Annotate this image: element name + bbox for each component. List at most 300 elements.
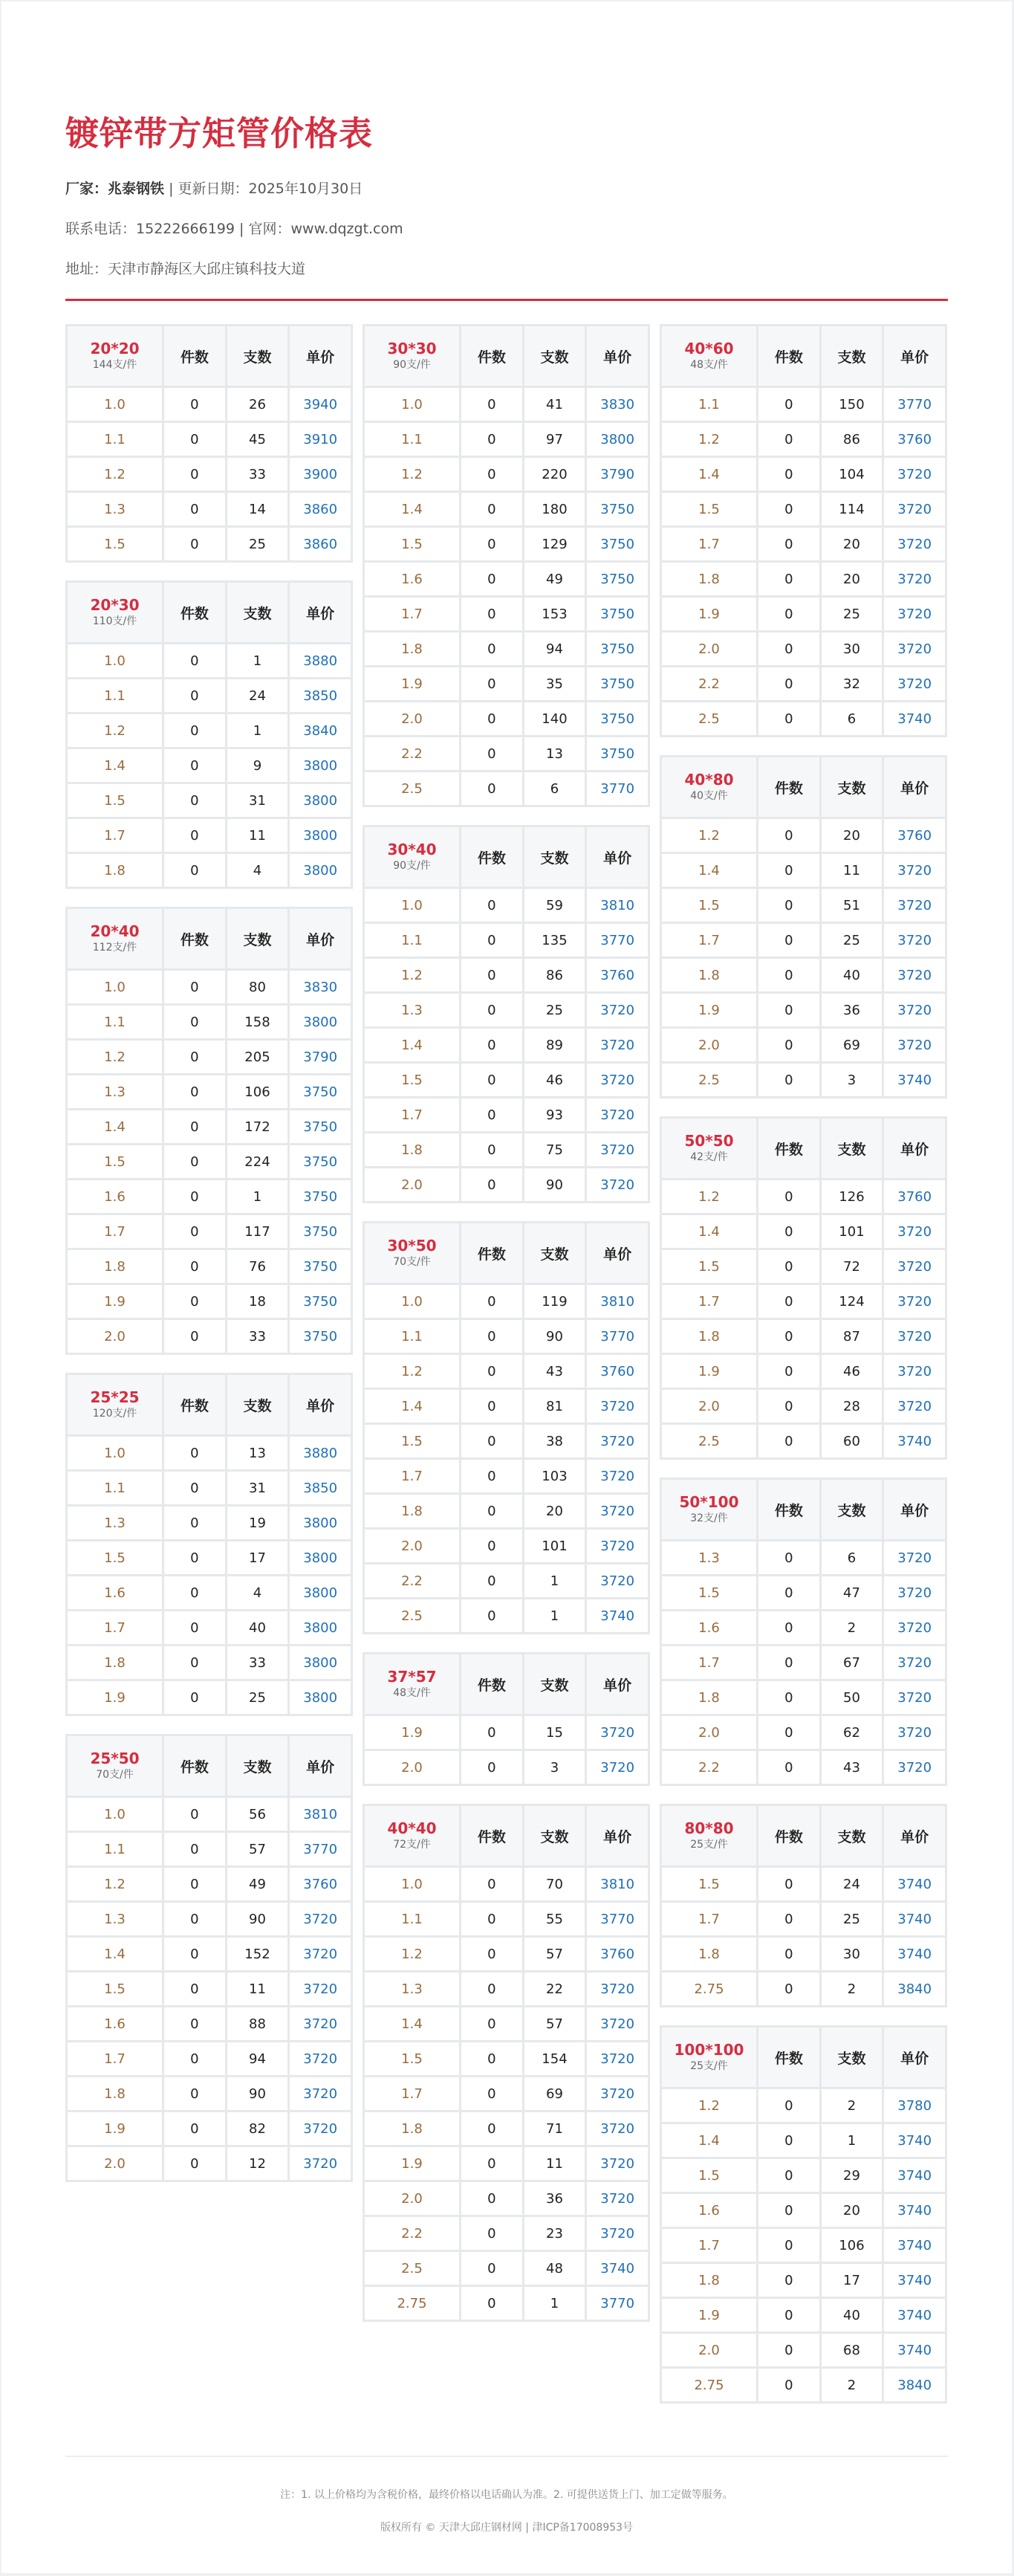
thickness-cell: 1.8 xyxy=(662,1938,756,1970)
thickness-cell: 1.3 xyxy=(68,1903,162,1935)
count-cell: 9 xyxy=(227,749,288,782)
count-header: 支数 xyxy=(524,1654,585,1714)
contact-line xyxy=(65,219,948,239)
thickness-cell: 1.6 xyxy=(662,2194,756,2227)
count-cell: 2 xyxy=(822,2089,883,2122)
thickness-cell: 2.0 xyxy=(662,2334,756,2366)
pieces-cell: 0 xyxy=(461,2182,522,2215)
price-cell: 3740 xyxy=(884,1903,945,1935)
thickness-cell: 1.1 xyxy=(68,423,162,456)
pieces-cell: 0 xyxy=(758,1973,819,2005)
table-row xyxy=(365,2112,648,2145)
pieces-cell: 0 xyxy=(758,1320,819,1353)
count-cell: 140 xyxy=(524,702,585,735)
thickness-cell: 1.5 xyxy=(68,1973,162,2005)
price-cell: 3750 xyxy=(587,667,648,700)
pieces-cell: 0 xyxy=(758,1646,819,1679)
price-cell: 3720 xyxy=(587,2147,648,2180)
count-cell: 153 xyxy=(524,598,585,630)
table-row xyxy=(68,1180,351,1213)
table-row xyxy=(662,2159,945,2192)
price-cell: 3750 xyxy=(587,737,648,770)
thickness-cell: 2.0 xyxy=(662,632,756,665)
thickness-cell: 1.1 xyxy=(68,1472,162,1504)
table-column-2 xyxy=(363,324,650,2322)
table-row xyxy=(68,1868,351,1900)
pieces-cell: 0 xyxy=(164,1868,225,1900)
table-row xyxy=(365,2217,648,2250)
table-row xyxy=(68,1006,351,1038)
price-cell: 3720 xyxy=(884,1355,945,1388)
price-cell: 3720 xyxy=(884,1611,945,1644)
count-cell: 56 xyxy=(227,1798,288,1831)
pieces-cell: 0 xyxy=(461,1938,522,1970)
price-cell: 3800 xyxy=(290,854,351,887)
price-cell: 3720 xyxy=(290,2147,351,2180)
price-cell: 3860 xyxy=(290,528,351,560)
thickness-cell: 1.7 xyxy=(365,2077,459,2110)
table-row xyxy=(365,1320,648,1353)
table-row xyxy=(365,2007,648,2040)
price-table-3757 xyxy=(363,1652,650,1786)
price-header: 单价 xyxy=(884,757,945,817)
count-header: 支数 xyxy=(822,1480,883,1539)
pieces-cell: 0 xyxy=(461,423,522,456)
price-cell: 3750 xyxy=(290,1145,351,1178)
pieces-cell: 0 xyxy=(164,2077,225,2110)
pack-size: 70支/件 xyxy=(393,1256,431,1268)
count-cell: 60 xyxy=(822,1425,883,1457)
price-table-8080 xyxy=(660,1804,947,2007)
pack-size: 48支/件 xyxy=(690,359,728,371)
count-cell: 57 xyxy=(524,2007,585,2040)
thickness-cell: 1.7 xyxy=(662,1903,756,1935)
pieces-cell: 0 xyxy=(758,889,819,922)
count-cell: 13 xyxy=(524,737,585,770)
pack-size: 25支/件 xyxy=(690,2060,728,2072)
price-cell: 3720 xyxy=(587,1495,648,1527)
price-cell: 3720 xyxy=(884,1029,945,1061)
address-label: 地址： xyxy=(65,261,108,277)
price-cell: 3760 xyxy=(290,1868,351,1900)
price-cell: 3720 xyxy=(884,1681,945,1714)
price-table-3040 xyxy=(363,825,650,1203)
table-row xyxy=(365,2252,648,2285)
thickness-cell: 1.0 xyxy=(365,889,459,922)
count-cell: 48 xyxy=(524,2252,585,2285)
count-cell: 1 xyxy=(227,1180,288,1213)
pieces-cell: 0 xyxy=(758,2369,819,2401)
pieces-cell: 0 xyxy=(461,1133,522,1166)
thickness-cell: 1.5 xyxy=(365,2042,459,2075)
table-header-row xyxy=(68,1375,351,1434)
table-row xyxy=(365,1564,648,1597)
count-cell: 80 xyxy=(227,971,288,1003)
thickness-cell: 1.5 xyxy=(662,2159,756,2192)
price-cell: 3760 xyxy=(884,819,945,852)
thickness-cell: 1.7 xyxy=(365,1098,459,1131)
pieces-cell: 0 xyxy=(164,644,225,677)
count-cell: 18 xyxy=(227,1285,288,1318)
pieces-cell: 0 xyxy=(758,1064,819,1096)
table-row xyxy=(365,1973,648,2005)
pieces-cell: 0 xyxy=(164,1285,225,1318)
table-row xyxy=(662,1355,945,1388)
table-row xyxy=(662,1751,945,1784)
count-cell: 11 xyxy=(822,854,883,887)
price-cell: 3720 xyxy=(884,1215,945,1248)
count-cell: 180 xyxy=(524,493,585,525)
count-cell: 6 xyxy=(822,702,883,735)
website-link[interactable]: www.dqzgt.com xyxy=(290,221,403,237)
count-cell: 97 xyxy=(524,423,585,456)
pieces-cell: 0 xyxy=(164,1576,225,1609)
table-row xyxy=(365,1098,648,1131)
count-cell: 14 xyxy=(227,493,288,525)
table-row xyxy=(68,971,351,1003)
price-cell: 3880 xyxy=(290,644,351,677)
table-row xyxy=(365,528,648,560)
thickness-cell: 2.5 xyxy=(662,1064,756,1096)
pieces-cell: 0 xyxy=(164,971,225,1003)
table-row xyxy=(365,493,648,525)
count-cell: 36 xyxy=(822,994,883,1026)
price-cell: 3720 xyxy=(884,994,945,1026)
table-row xyxy=(662,528,945,560)
thickness-cell: 1.9 xyxy=(68,1285,162,1318)
count-cell: 25 xyxy=(524,994,585,1026)
table-header-row xyxy=(365,1806,648,1865)
footer-copyright: 版权所有 © 天津大邱庄钢材网 | 津ICP备17008953号 xyxy=(380,2522,634,2534)
thickness-cell: 1.8 xyxy=(365,2112,459,2145)
count-cell: 205 xyxy=(227,1041,288,1073)
pieces-cell: 0 xyxy=(461,1716,522,1749)
table-row xyxy=(662,2089,945,2122)
pieces-cell: 0 xyxy=(461,702,522,735)
count-cell: 124 xyxy=(822,1285,883,1318)
count-cell: 17 xyxy=(227,1541,288,1574)
pieces-cell: 0 xyxy=(461,563,522,595)
price-cell: 3720 xyxy=(884,1285,945,1318)
count-cell: 15 xyxy=(524,1716,585,1749)
pieces-cell: 0 xyxy=(461,772,522,805)
table-row xyxy=(365,924,648,957)
table-row xyxy=(662,667,945,700)
pieces-cell: 0 xyxy=(164,784,225,817)
count-cell: 86 xyxy=(822,423,883,456)
pieces-header: 件数 xyxy=(758,1119,819,1178)
thickness-cell: 1.3 xyxy=(365,1973,459,2005)
table-row xyxy=(662,2229,945,2262)
count-cell: 40 xyxy=(822,959,883,991)
count-cell: 25 xyxy=(822,924,883,957)
thickness-cell: 2.2 xyxy=(365,1564,459,1597)
count-cell: 46 xyxy=(524,1064,585,1096)
page-title: 镀锌带方矩管价格表 xyxy=(65,114,374,153)
pieces-header: 件数 xyxy=(164,583,225,642)
pieces-header: 件数 xyxy=(461,1654,522,1714)
price-cell: 3740 xyxy=(884,2229,945,2262)
thickness-cell: 1.6 xyxy=(68,1576,162,1609)
pack-size: 144支/件 xyxy=(92,359,137,371)
pieces-cell: 0 xyxy=(164,1320,225,1353)
price-cell: 3720 xyxy=(587,2077,648,2110)
thickness-cell: 1.8 xyxy=(365,632,459,665)
count-cell: 26 xyxy=(227,388,288,421)
pack-size: 25支/件 xyxy=(690,1839,728,1851)
table-header-row xyxy=(68,909,351,968)
table-row xyxy=(68,1437,351,1469)
price-cell: 3720 xyxy=(884,1576,945,1609)
pieces-cell: 0 xyxy=(461,1355,522,1388)
pieces-cell: 0 xyxy=(461,2252,522,2285)
count-cell: 25 xyxy=(227,528,288,560)
count-cell: 49 xyxy=(524,563,585,595)
thickness-cell: 1.5 xyxy=(662,493,756,525)
thickness-cell: 2.5 xyxy=(662,1425,756,1457)
pieces-cell: 0 xyxy=(461,889,522,922)
pieces-cell: 0 xyxy=(461,632,522,665)
count-cell: 49 xyxy=(227,1868,288,1900)
pieces-cell: 0 xyxy=(758,632,819,665)
count-cell: 75 xyxy=(524,1133,585,1166)
table-row xyxy=(68,2007,351,2040)
price-cell: 3720 xyxy=(587,1973,648,2005)
price-cell: 3720 xyxy=(884,959,945,991)
pieces-cell: 0 xyxy=(164,1215,225,1248)
count-cell: 67 xyxy=(822,1646,883,1679)
count-cell: 87 xyxy=(822,1320,883,1353)
table-row xyxy=(662,1903,945,1935)
count-cell: 2 xyxy=(822,1973,883,2005)
price-cell: 3740 xyxy=(884,2124,945,2157)
count-cell: 4 xyxy=(227,1576,288,1609)
price-cell: 3720 xyxy=(587,994,648,1026)
pieces-cell: 0 xyxy=(461,737,522,770)
thickness-cell: 2.2 xyxy=(662,667,756,700)
table-row xyxy=(365,1599,648,1632)
count-cell: 1 xyxy=(524,1599,585,1632)
price-cell: 3800 xyxy=(290,749,351,782)
pieces-cell: 0 xyxy=(758,1355,819,1388)
count-header: 支数 xyxy=(822,1119,883,1178)
table-header-row xyxy=(365,1654,648,1714)
pieces-cell: 0 xyxy=(164,1075,225,1108)
thickness-cell: 1.8 xyxy=(68,854,162,887)
pack-size: 120支/件 xyxy=(92,1408,137,1420)
thickness-cell: 1.9 xyxy=(68,2112,162,2145)
table-row xyxy=(365,1064,648,1096)
spec-name: 20*40 xyxy=(90,922,140,940)
spec-name: 20*20 xyxy=(90,340,140,357)
pieces-cell: 0 xyxy=(758,1681,819,1714)
price-cell: 3740 xyxy=(884,1425,945,1457)
thickness-cell: 1.3 xyxy=(68,493,162,525)
pieces-cell: 0 xyxy=(461,1903,522,1935)
thickness-cell: 1.8 xyxy=(68,1646,162,1679)
pieces-cell: 0 xyxy=(461,493,522,525)
price-cell: 3720 xyxy=(290,1973,351,2005)
thickness-cell: 1.6 xyxy=(662,1611,756,1644)
table-row xyxy=(662,2334,945,2366)
count-cell: 43 xyxy=(524,1355,585,1388)
pieces-cell: 0 xyxy=(758,1215,819,1248)
count-cell: 33 xyxy=(227,458,288,491)
update-label: 更新日期： xyxy=(178,181,249,197)
table-row xyxy=(365,2287,648,2320)
count-cell: 154 xyxy=(524,2042,585,2075)
count-cell: 4 xyxy=(227,854,288,887)
count-cell: 106 xyxy=(822,2229,883,2262)
table-row xyxy=(662,1029,945,1061)
thickness-cell: 2.0 xyxy=(662,1390,756,1423)
table-row xyxy=(662,388,945,421)
pack-size: 40支/件 xyxy=(690,790,728,802)
footer xyxy=(65,2487,948,2536)
thickness-cell: 2.0 xyxy=(662,1029,756,1061)
table-row xyxy=(68,1903,351,1935)
thickness-cell: 1.7 xyxy=(662,1285,756,1318)
price-cell: 3750 xyxy=(290,1320,351,1353)
pieces-cell: 0 xyxy=(758,528,819,560)
pieces-cell: 0 xyxy=(461,1320,522,1353)
price-cell: 3770 xyxy=(884,388,945,421)
count-cell: 59 xyxy=(524,889,585,922)
price-cell: 3850 xyxy=(290,679,351,712)
price-cell: 3840 xyxy=(884,2369,945,2401)
count-header: 支数 xyxy=(822,1806,883,1865)
thickness-cell: 1.7 xyxy=(365,1460,459,1492)
price-cell: 3780 xyxy=(884,2089,945,2122)
pieces-cell: 0 xyxy=(164,1437,225,1469)
pieces-cell: 0 xyxy=(461,1530,522,1562)
table-row xyxy=(365,959,648,991)
pieces-header: 件数 xyxy=(461,326,522,386)
pieces-cell: 0 xyxy=(758,1250,819,1283)
pieces-cell: 0 xyxy=(164,493,225,525)
pieces-cell: 0 xyxy=(461,458,522,491)
table-row xyxy=(68,2042,351,2075)
pieces-cell: 0 xyxy=(758,1938,819,1970)
count-cell: 90 xyxy=(227,2077,288,2110)
count-cell: 126 xyxy=(822,1180,883,1213)
thickness-cell: 1.2 xyxy=(68,1868,162,1900)
price-cell: 3720 xyxy=(884,667,945,700)
table-row xyxy=(68,528,351,560)
count-cell: 13 xyxy=(227,1437,288,1469)
thickness-cell: 2.0 xyxy=(68,1320,162,1353)
pieces-cell: 0 xyxy=(461,598,522,630)
table-row xyxy=(68,644,351,677)
thickness-cell: 1.1 xyxy=(68,1006,162,1038)
table-row xyxy=(68,1611,351,1644)
price-cell: 3840 xyxy=(884,1973,945,2005)
count-header: 支数 xyxy=(822,326,883,386)
price-cell: 3750 xyxy=(290,1110,351,1143)
count-cell: 106 xyxy=(227,1075,288,1108)
pieces-header: 件数 xyxy=(758,2028,819,2087)
thickness-cell: 1.2 xyxy=(365,1938,459,1970)
pieces-cell: 0 xyxy=(461,994,522,1026)
table-row xyxy=(68,2077,351,2110)
thickness-cell: 1.5 xyxy=(662,1250,756,1283)
table-row xyxy=(662,2369,945,2401)
count-cell: 2 xyxy=(822,2369,883,2401)
table-header-row xyxy=(662,1119,945,1178)
thickness-cell: 1.4 xyxy=(365,1390,459,1423)
spec-header xyxy=(662,1806,756,1865)
price-table-3030 xyxy=(363,324,650,807)
table-row xyxy=(662,702,945,735)
table-row xyxy=(662,1180,945,1213)
pieces-cell: 0 xyxy=(758,854,819,887)
table-header-row xyxy=(365,326,648,386)
price-header: 单价 xyxy=(884,1119,945,1178)
count-cell: 94 xyxy=(227,2042,288,2075)
thickness-cell: 1.8 xyxy=(662,959,756,991)
pieces-cell: 0 xyxy=(461,1285,522,1318)
table-row xyxy=(68,2112,351,2145)
table-row xyxy=(365,1133,648,1166)
table-row xyxy=(662,1611,945,1644)
price-cell: 3760 xyxy=(587,1938,648,1970)
pieces-header: 件数 xyxy=(164,1375,225,1434)
table-row xyxy=(68,784,351,817)
price-cell: 3750 xyxy=(587,493,648,525)
price-table-4060 xyxy=(660,324,947,737)
pieces-header: 件数 xyxy=(758,757,819,817)
spec-header xyxy=(365,1654,459,1714)
price-cell: 3810 xyxy=(587,1285,648,1318)
count-cell: 20 xyxy=(822,2194,883,2227)
spec-name: 37*57 xyxy=(387,1668,437,1686)
pieces-cell: 0 xyxy=(758,2159,819,2192)
table-header-row xyxy=(68,1736,351,1796)
price-cell: 3760 xyxy=(884,1180,945,1213)
count-cell: 119 xyxy=(524,1285,585,1318)
count-cell: 36 xyxy=(524,2182,585,2215)
price-cell: 3740 xyxy=(884,1938,945,1970)
price-cell: 3740 xyxy=(884,2334,945,2366)
count-cell: 25 xyxy=(822,598,883,630)
spec-name: 50*100 xyxy=(679,1493,739,1511)
spec-name: 50*50 xyxy=(684,1132,734,1150)
phone-number[interactable]: 15222666199 xyxy=(136,221,235,237)
count-cell: 70 xyxy=(524,1868,585,1900)
price-cell: 3910 xyxy=(290,423,351,456)
pieces-cell: 0 xyxy=(164,1681,225,1714)
count-cell: 1 xyxy=(822,2124,883,2157)
price-cell: 3720 xyxy=(884,1250,945,1283)
table-row xyxy=(68,1507,351,1539)
thickness-cell: 1.7 xyxy=(68,1611,162,1644)
pieces-cell: 0 xyxy=(758,493,819,525)
price-cell: 3720 xyxy=(290,2007,351,2040)
price-cell: 3840 xyxy=(290,714,351,747)
table-row xyxy=(68,1973,351,2005)
table-row xyxy=(68,458,351,491)
count-cell: 19 xyxy=(227,1507,288,1539)
pieces-cell: 0 xyxy=(461,2077,522,2110)
pieces-header: 件数 xyxy=(758,326,819,386)
count-cell: 101 xyxy=(822,1215,883,1248)
count-cell: 20 xyxy=(524,1495,585,1527)
pieces-cell: 0 xyxy=(164,749,225,782)
count-cell: 40 xyxy=(227,1611,288,1644)
table-row xyxy=(365,737,648,770)
thickness-cell: 1.8 xyxy=(662,1681,756,1714)
table-column-1 xyxy=(65,324,353,2182)
